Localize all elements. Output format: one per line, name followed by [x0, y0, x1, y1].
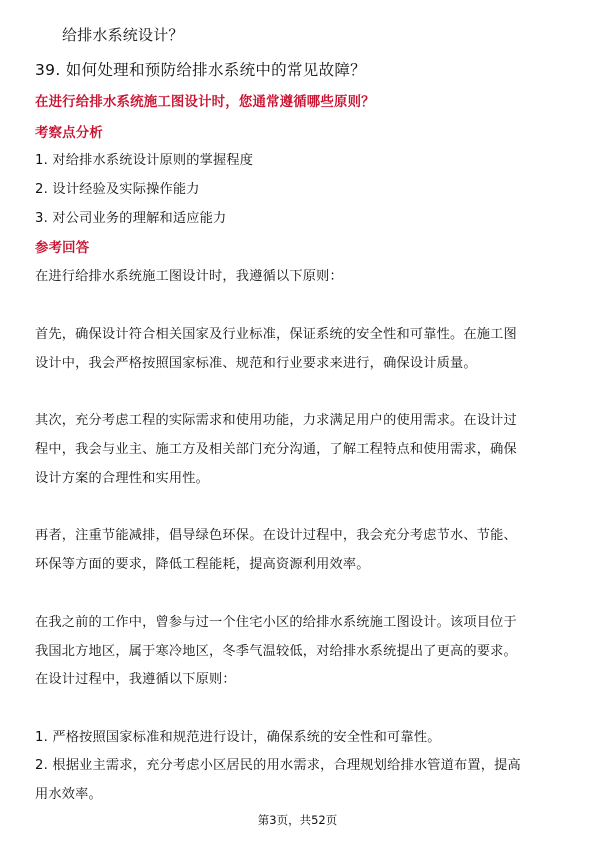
answer-line: 程中，我会与业主、施工方及相关部门充分沟通，了解工程特点和使用需求，确保 — [35, 442, 517, 457]
analysis-item-3: 3. 对公司业务的理解和适应能力 — [35, 211, 227, 226]
answer-heading: 参考回答 — [35, 241, 90, 256]
answer-line: 首先，确保设计符合相关国家及行业标准，保证系统的安全性和可靠性。在施工图 — [35, 327, 517, 342]
page-footer: 第3页，共52页 — [257, 813, 338, 827]
answer-line: 我国北方地区，属于寒冷地区，冬季气温较低，对给排水系统提出了更高的要求。 — [35, 644, 517, 659]
answer-line: 其次，充分考虑工程的实际需求和使用功能，力求满足用户的使用需求。在设计过 — [35, 413, 517, 428]
answer-line: 环保等方面的要求，降低工程能耗，提高资源利用效率。 — [35, 557, 370, 572]
previous-question-tail: 给排水系统设计？ — [62, 26, 184, 44]
answer-line: 设计中，我会严格按照国家标准、规范和行业要求来进行，确保设计质量。 — [35, 356, 477, 371]
analysis-item-2: 2. 设计经验及实际操作能力 — [35, 182, 200, 197]
answer-line: 在进行给排水系统施工图设计时，我遵循以下原则： — [35, 269, 343, 284]
answer-line: 用水效率。 — [35, 787, 102, 802]
analysis-heading: 考察点分析 — [35, 126, 103, 141]
question-title: 39. 如何处理和预防给排水系统中的常见故障？ — [35, 61, 366, 79]
answer-line: 在我之前的工作中，曾参与过一个住宅小区的给排水系统施工图设计。该项目位于 — [35, 615, 517, 630]
answer-line: 再者，注重节能减排，倡导绿色环保。在设计过程中，我会充分考虑节水、节能、 — [35, 528, 517, 543]
sub-question: 在进行给排水系统施工图设计时，您通常遵循哪些原则？ — [35, 95, 375, 110]
answer-line: 2. 根据业主需求，充分考虑小区居民的用水需求，合理规划给排水管道布置，提高 — [35, 758, 521, 773]
answer-line: 设计方案的合理性和实用性。 — [35, 471, 210, 486]
answer-line: 1. 严格按照国家标准和规范进行设计，确保系统的安全性和可靠性。 — [35, 730, 441, 745]
answer-line: 在设计过程中，我遵循以下原则： — [35, 672, 236, 687]
analysis-item-1: 1. 对给排水系统设计原则的掌握程度 — [35, 153, 254, 168]
